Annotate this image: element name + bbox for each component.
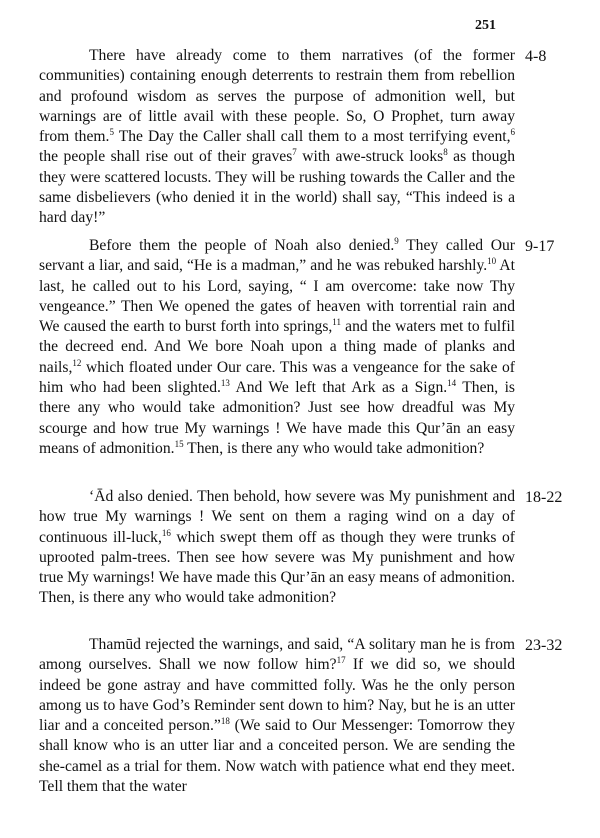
verse-reference: 4-8 xyxy=(525,48,547,65)
footnote-marker: 5 xyxy=(109,127,114,138)
verse-reference: 9-17 xyxy=(525,238,555,255)
footnote-marker: 14 xyxy=(447,378,457,389)
footnote-marker: 9 xyxy=(394,236,399,246)
verse-reference: 23-32 xyxy=(525,637,563,654)
page-number: 251 xyxy=(475,18,496,33)
footnote-marker: 11 xyxy=(332,317,341,328)
footnote-marker: 8 xyxy=(443,147,448,158)
passage-text: There have already come to them narratives (of the former communities) containing enough deterrents to restrain them from rebellion and profound wisdom as serves the purpose of admonition well, but warnings are of little avail with these people. So, O Prophet, turn away from them.$^5$ The Day the Caller shall call them to a most terrifying event,$^6$ the people shall rise out of their graves$^7$ with awe-struck looks$^8$ as though they were scattered locusts. They will be rushing towards the Caller and the same disbelievers (who denied it in the world) shall say, “This indeed is a hard day!” xyxy=(39,47,515,227)
footnote-marker: 7 xyxy=(292,147,297,158)
passage-text: Before them the people of Noah also denied.$^9$ They called Our servant a liar, and said, “He is a madman,” and he was rebuked harshly.$^{10}$ At last, he called out to his Lord, saying, “ I am overcome: take now Thy vengeance.” Then We opened the gates of heaven with torrential rain and We caused the earth to burst forth into springs,$^{11}$ and the waters met to fulfil the decreed end. And We bore Noah upon a thing made of planks and nails,$^{12}$ which floated under Our care. This was a vengeance for the sake of him who had been slighted.$^{13}$ And We left that Ark as a Sign.$^{14}$ Then, is there any who would take admonition? Just see how dreadful was My scourge and how true My warnings ! We have made this Qur’ān an easy means of admonition.$^{15}$ Then, is there any who would take admonition? xyxy=(39,236,515,457)
passage-text: ‘Ād also denied. Then behold, how severe was My punishment and how true My warnings ! We sent on them a raging wind on a day of continuous ill-luck,$^{16}$ which swept them off as though they were trunks of uprooted palm-trees. Then see how severe was My punishment and how true My warnings! We have made this Qur’ān an easy means of admonition. Then, is there any who would take admonition? xyxy=(39,488,515,607)
footnote-marker: 10 xyxy=(487,256,497,267)
footnote-marker: 16 xyxy=(161,527,171,538)
footnote-marker: 6 xyxy=(510,127,515,138)
footnote-marker: 15 xyxy=(174,438,184,449)
footnote-marker: 13 xyxy=(220,378,230,389)
passage-text: Thamūd rejected the warnings, and said, “A solitary man he is from among ourselves. Shall we now follow him?$^{17}$ If we did so, we should indeed be gone astray and have committed folly. Was he the only person among us to have God’s Reminder sent down to him? Nay, but he is an utter liar and a conceited person.”$^{18}$ (We said to Our Messenger: Tomorrow they shall know who is an utter liar and a conceited person. We are sending the she-camel as a trial for them. Now watch with patience what end they meet. Tell them that the water xyxy=(39,636,515,796)
verse-reference: 18-22 xyxy=(525,489,563,506)
footnote-marker: 12 xyxy=(72,357,82,368)
footnote-marker: 18 xyxy=(220,716,230,727)
footnote-marker: 17 xyxy=(336,655,346,666)
